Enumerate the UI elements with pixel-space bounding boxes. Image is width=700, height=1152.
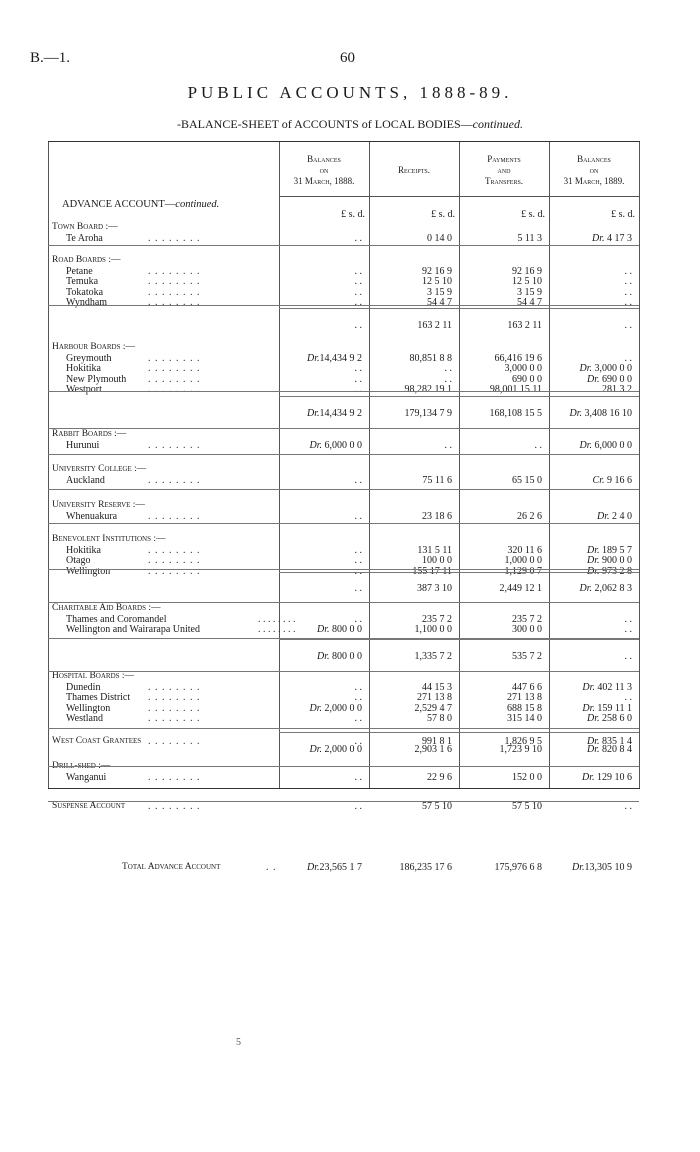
column-header-balances-1888 bbox=[279, 154, 369, 187]
group-title: Road Boards :— bbox=[52, 255, 121, 265]
value-payments: 447 6 6 bbox=[512, 681, 542, 693]
value-bal89: Dr. 690 0 0 bbox=[586, 373, 632, 385]
leader-dots: . . . . . . . . bbox=[148, 565, 201, 577]
group-title: Drill-shed :— bbox=[52, 761, 111, 771]
value-payments: 1,129 0 7 bbox=[504, 565, 542, 577]
value-bal88: . . bbox=[354, 232, 362, 244]
leader-dots: . . . . . . . . bbox=[148, 439, 201, 451]
value-bal89: Cr. 9 16 6 bbox=[592, 474, 632, 486]
debit-credit-prefix: Dr. bbox=[309, 439, 322, 451]
item-name: Tokatoka bbox=[66, 286, 104, 298]
value-payments: 690 0 0 bbox=[512, 373, 542, 385]
leader-dots: . . . . . . . . bbox=[148, 681, 201, 693]
value-bal88: . . bbox=[354, 384, 362, 395]
subtitle-italic: continued. bbox=[472, 117, 523, 131]
lsd-unit-col4: £ s. d. bbox=[611, 209, 635, 220]
value-bal89: . . bbox=[624, 692, 632, 703]
debit-credit-prefix: Dr. bbox=[306, 408, 320, 419]
debit-credit-prefix: Dr. bbox=[586, 544, 600, 556]
value-payments: 1,826 9 5 bbox=[504, 736, 542, 747]
page-subtitle bbox=[0, 117, 700, 132]
debit-credit-prefix: Dr. bbox=[306, 352, 320, 364]
group-title: Benevolent Institutions :— bbox=[52, 534, 166, 544]
value-payments: 688 15 8 bbox=[507, 702, 542, 714]
item-name: New Plymouth bbox=[66, 373, 127, 385]
table-border-right bbox=[639, 142, 640, 788]
value-receipts: 54 4 7 bbox=[427, 297, 452, 308]
debit-credit-prefix: Dr. bbox=[316, 624, 330, 635]
debit-credit-prefix: Dr. bbox=[586, 555, 600, 566]
group-total-receipts: 1,335 7 2 bbox=[414, 651, 452, 662]
debit-credit-prefix: Dr. bbox=[591, 232, 605, 244]
value-bal88: . . bbox=[354, 276, 362, 287]
value-receipts: 1,100 0 0 bbox=[414, 624, 452, 635]
debit-credit-prefix: Dr. bbox=[579, 439, 592, 451]
value-bal89: . . bbox=[624, 286, 632, 298]
group-total-bal88: . . bbox=[354, 320, 362, 331]
value-payments: 92 16 9 bbox=[512, 265, 542, 277]
leader-dots: . . . . . . . . bbox=[148, 736, 201, 747]
leader-dots: . . . . . . . . bbox=[148, 384, 201, 395]
item-name: Te Aroha bbox=[66, 232, 103, 244]
balance-sheet-table bbox=[48, 141, 640, 873]
value-receipts: 75 11 6 bbox=[422, 474, 452, 486]
subtotal-rule bbox=[279, 639, 639, 640]
group-total-receipts: 387 3 10 bbox=[417, 583, 452, 594]
subtotal-rule bbox=[279, 572, 639, 573]
value-receipts: 0 14 0 bbox=[427, 232, 452, 244]
col1-line1: Balances bbox=[307, 154, 341, 164]
group-title: West Coast Grantees bbox=[52, 736, 142, 746]
value-bal88: . . bbox=[354, 544, 362, 556]
leader-dots: . . . . . . . . bbox=[258, 624, 296, 635]
value-receipts: 57 5 10 bbox=[422, 801, 452, 812]
lsd-unit-col3: £ s. d. bbox=[521, 209, 545, 220]
row-separator bbox=[48, 489, 639, 490]
leader-dots: . . . . . . . . bbox=[148, 232, 201, 244]
debit-credit-prefix: Dr. bbox=[582, 681, 595, 693]
value-receipts: 23 18 6 bbox=[422, 510, 452, 522]
leader-dots: . . . . . . . . bbox=[148, 801, 201, 812]
group-title: University College :— bbox=[52, 464, 147, 474]
item-name: Wellington bbox=[66, 702, 111, 714]
value-bal89: Dr. 4 17 3 bbox=[591, 232, 632, 244]
value-bal89: Dr. 900 0 0 bbox=[586, 555, 632, 566]
value-bal89: . . bbox=[624, 276, 632, 287]
debit-credit-prefix: Dr. bbox=[582, 702, 595, 714]
value-payments: 300 0 0 bbox=[512, 624, 542, 635]
debit-credit-prefix: Dr. bbox=[586, 373, 600, 385]
section-label-italic: continued. bbox=[175, 199, 220, 210]
value-bal89: Dr. 159 11 1 bbox=[582, 702, 632, 714]
grand-total-receipts: 186,235 17 6 bbox=[399, 862, 452, 873]
item-name: Greymouth bbox=[66, 352, 112, 364]
value-receipts: 131 5 11 bbox=[417, 544, 452, 556]
value-payments: 1,000 0 0 bbox=[504, 555, 542, 566]
group-title: Harbour Boards :— bbox=[52, 342, 135, 352]
row-separator bbox=[48, 671, 639, 672]
value-bal88: . . bbox=[354, 681, 362, 693]
value-bal88: . . bbox=[354, 771, 362, 783]
group-total-bal88: Dr. 2,000 0 0 bbox=[309, 744, 362, 755]
col2-line1: Receipts. bbox=[398, 165, 430, 175]
leader-dots: . . . . . . . . bbox=[148, 713, 201, 724]
group-total-bal89: . . bbox=[624, 651, 632, 662]
value-receipts: 22 9 6 bbox=[427, 771, 452, 783]
value-payments: 26 2 6 bbox=[517, 510, 542, 522]
row-separator bbox=[48, 602, 639, 603]
debit-credit-prefix: Dr. bbox=[586, 713, 600, 724]
group-total-payments: 168,108 15 5 bbox=[489, 408, 542, 419]
column-header-payments bbox=[459, 154, 549, 187]
debit-credit-prefix: Cr. bbox=[592, 474, 605, 486]
leader-dots: . . . . . . . . bbox=[148, 286, 201, 298]
value-receipts: . . bbox=[444, 439, 452, 451]
value-bal89: Dr. 973 2 8 bbox=[586, 565, 632, 577]
leader-dots: . . . . . . . . bbox=[148, 297, 201, 308]
value-bal88: . . bbox=[354, 286, 362, 298]
value-payments: 235 7 2 bbox=[512, 613, 542, 625]
value-receipts: 2,529 4 7 bbox=[414, 702, 452, 714]
leader-dots: . . . . . . . . bbox=[148, 544, 201, 556]
leader-dots: . . . . . . . . bbox=[148, 702, 201, 714]
value-bal89: . . bbox=[624, 801, 632, 812]
leader-dots: . . . . . . . . bbox=[148, 373, 201, 385]
value-bal88: . . bbox=[354, 801, 362, 812]
value-bal88: . . bbox=[354, 692, 362, 703]
item-name: Westport bbox=[66, 384, 102, 395]
group-total-bal88: . . bbox=[354, 583, 362, 594]
debit-credit-prefix: Dr. bbox=[571, 862, 585, 873]
group-total-payments: 163 2 11 bbox=[507, 320, 542, 331]
grand-total-bal88: Dr.23,565 1 7 bbox=[306, 862, 362, 873]
col3-line2: and bbox=[497, 165, 511, 175]
column-header-receipts bbox=[369, 165, 459, 176]
table-border-left bbox=[48, 142, 49, 788]
value-bal89: . . bbox=[624, 624, 632, 635]
value-payments: 54 4 7 bbox=[517, 297, 542, 308]
debit-credit-prefix: Dr. bbox=[581, 771, 595, 783]
page-number: 60 bbox=[340, 50, 355, 66]
group-total-bal88: Dr. 800 0 0 bbox=[316, 651, 362, 662]
value-bal88: . . bbox=[354, 297, 362, 308]
value-receipts: 98,282 19 1 bbox=[404, 384, 452, 395]
value-bal89: Dr. 189 5 7 bbox=[586, 544, 632, 556]
group-total-payments: 1,723 9 10 bbox=[499, 744, 542, 755]
document-id: B.—1. bbox=[30, 50, 71, 66]
value-bal88: . . bbox=[354, 363, 362, 374]
leader-dots: . . . . . . . . bbox=[148, 265, 201, 277]
value-bal88: . . bbox=[354, 613, 362, 625]
value-payments: 3 15 9 bbox=[517, 286, 542, 298]
col4-line1: Balances bbox=[577, 154, 611, 164]
subtotal-rule bbox=[279, 396, 639, 397]
value-payments: 315 14 0 bbox=[507, 713, 542, 724]
value-receipts: 57 8 0 bbox=[427, 713, 452, 724]
value-bal89: Dr. 258 6 0 bbox=[586, 713, 632, 724]
value-bal88: . . bbox=[354, 555, 362, 566]
value-receipts: 12 5 10 bbox=[422, 276, 452, 287]
row-separator bbox=[48, 728, 639, 729]
value-receipts: 100 0 0 bbox=[422, 555, 452, 566]
value-bal88: . . bbox=[354, 713, 362, 724]
leader-dots: . . . . . . . . bbox=[148, 510, 201, 522]
leader-dots: . . . . . . . . bbox=[148, 555, 201, 566]
value-bal89: . . bbox=[624, 613, 632, 625]
group-title: Rabbit Boards :— bbox=[52, 429, 127, 439]
group-total-receipts: 163 2 11 bbox=[417, 320, 452, 331]
col4-line3: 31 March, 1889. bbox=[563, 176, 625, 186]
group-total-receipts: 179,134 7 9 bbox=[404, 408, 452, 419]
item-name: Wyndham bbox=[66, 297, 108, 308]
value-payments: 320 11 6 bbox=[507, 544, 542, 556]
value-bal89: Dr. 6,000 0 0 bbox=[579, 439, 632, 451]
group-total-bal89: . . bbox=[624, 320, 632, 331]
debit-credit-prefix: Dr. bbox=[316, 651, 330, 662]
value-bal88: Dr. 800 0 0 bbox=[316, 624, 362, 635]
row-separator bbox=[48, 801, 639, 802]
footer-mark: 5 bbox=[236, 1037, 241, 1048]
leader-dots: . . . . . . . . bbox=[148, 363, 201, 374]
value-bal88: Dr.14,434 9 2 bbox=[306, 352, 362, 364]
item-name: Westland bbox=[66, 713, 103, 724]
item-name: Wellington and Wairarapa United bbox=[66, 624, 200, 635]
value-payments: 66,416 19 6 bbox=[494, 352, 542, 364]
value-receipts: 44 15 3 bbox=[422, 681, 452, 693]
row-separator bbox=[48, 305, 639, 306]
leader-dots: . . . . . . . . bbox=[148, 352, 201, 364]
row-separator bbox=[48, 454, 639, 455]
item-name: Wellington bbox=[66, 565, 111, 577]
group-total-bal89: Dr. 3,408 16 10 bbox=[569, 408, 632, 419]
leader-dots: . . bbox=[266, 862, 277, 873]
value-bal88: Dr. 6,000 0 0 bbox=[309, 439, 362, 451]
debit-credit-prefix: Dr. bbox=[579, 363, 592, 374]
col3-line3: Transfers. bbox=[484, 176, 524, 186]
value-receipts: . . bbox=[444, 363, 452, 374]
value-payments: 5 11 3 bbox=[517, 232, 542, 244]
value-bal88: . . bbox=[354, 510, 362, 522]
value-payments: 57 5 10 bbox=[512, 801, 542, 812]
value-payments: 98,001 15 11 bbox=[489, 384, 542, 395]
item-name: Wanganui bbox=[66, 771, 107, 783]
debit-credit-prefix: Dr. bbox=[309, 744, 322, 755]
grand-total-payments: 175,976 6 8 bbox=[494, 862, 542, 873]
group-total-bal89: Dr. 820 8 4 bbox=[586, 744, 632, 755]
grand-total-bal89: Dr.13,305 10 9 bbox=[571, 862, 632, 873]
subtotal-rule bbox=[279, 732, 639, 733]
value-receipts: 3 15 9 bbox=[427, 286, 452, 298]
item-name: Petane bbox=[66, 265, 93, 277]
value-bal89: Dr. 2 4 0 bbox=[596, 510, 632, 522]
row-separator bbox=[48, 766, 639, 767]
lsd-unit-col1: £ s. d. bbox=[341, 209, 365, 220]
group-title: Hospital Boards :— bbox=[52, 671, 135, 681]
page-title: PUBLIC ACCOUNTS, 1888-89. bbox=[187, 83, 513, 102]
row-separator bbox=[48, 245, 639, 246]
item-name: Hokitika bbox=[66, 544, 101, 556]
item-name: Thames District bbox=[66, 692, 131, 703]
value-payments: 3,000 0 0 bbox=[504, 363, 542, 374]
item-name: Auckland bbox=[66, 474, 105, 486]
value-receipts: 92 16 9 bbox=[422, 265, 452, 277]
item-name: Dunedin bbox=[66, 681, 101, 693]
group-title: University Reserve :— bbox=[52, 500, 145, 510]
value-bal89: 281 3 2 bbox=[602, 384, 632, 395]
value-receipts: 271 13 8 bbox=[417, 692, 452, 703]
debit-credit-prefix: Dr. bbox=[579, 583, 592, 594]
group-total-bal89: Dr. 2,062 8 3 bbox=[579, 583, 632, 594]
section-label-main: ADVANCE ACCOUNT— bbox=[62, 199, 176, 210]
debit-credit-prefix: Dr. bbox=[596, 510, 610, 522]
value-bal89: . . bbox=[624, 297, 632, 308]
leader-dots: . . . . . . . . bbox=[148, 692, 201, 703]
value-bal89: . . bbox=[624, 352, 632, 364]
lsd-unit-col2: £ s. d. bbox=[431, 209, 455, 220]
section-label bbox=[62, 199, 219, 210]
column-header-balances-1889 bbox=[549, 154, 639, 187]
row-separator bbox=[48, 391, 639, 392]
value-bal88: . . bbox=[354, 736, 362, 747]
group-title: Suspense Account bbox=[52, 801, 126, 811]
value-bal89: . . bbox=[624, 265, 632, 277]
header-rule bbox=[279, 196, 639, 197]
debit-credit-prefix: Dr. bbox=[586, 744, 600, 755]
group-total-bal88: Dr.14,434 9 2 bbox=[306, 408, 362, 419]
leader-dots: . . . . . . . . bbox=[148, 771, 201, 783]
group-total-payments: 2,449 12 1 bbox=[499, 583, 542, 594]
item-name: Thames and Coromandel bbox=[66, 613, 167, 625]
group-total-payments: 535 7 2 bbox=[512, 651, 542, 662]
debit-credit-prefix: Dr. bbox=[586, 565, 600, 577]
value-payments: 271 13 8 bbox=[507, 692, 542, 703]
item-name: Otago bbox=[66, 555, 91, 566]
value-bal88: . . bbox=[354, 474, 362, 486]
row-separator bbox=[48, 428, 639, 429]
value-bal89: Dr. 402 11 3 bbox=[582, 681, 632, 693]
value-receipts: 991 8 1 bbox=[422, 736, 452, 747]
value-receipts: 155 17 11 bbox=[412, 565, 452, 577]
item-name: Temuka bbox=[66, 276, 99, 287]
debit-credit-prefix: Dr. bbox=[569, 408, 582, 419]
debit-credit-prefix: Dr. bbox=[306, 862, 320, 873]
group-total-receipts: 2,903 1 6 bbox=[414, 744, 452, 755]
row-separator bbox=[48, 569, 639, 570]
value-bal88: . . bbox=[354, 265, 362, 277]
col1-line3: 31 March, 1888. bbox=[293, 176, 355, 186]
group-title: Town Board :— bbox=[52, 222, 118, 232]
value-receipts: 235 7 2 bbox=[422, 613, 452, 625]
value-payments: . . bbox=[534, 439, 542, 451]
debit-credit-prefix: Dr. bbox=[586, 736, 600, 747]
item-name: Whenuakura bbox=[66, 510, 118, 522]
row-separator bbox=[48, 523, 639, 524]
value-receipts: . . bbox=[444, 373, 452, 385]
col4-line2: on bbox=[589, 165, 599, 175]
leader-dots: . . . . . . . . bbox=[148, 474, 201, 486]
grand-total-label: Total Advance Account bbox=[122, 862, 221, 872]
value-payments: 12 5 10 bbox=[512, 276, 542, 287]
col3-line1: Payments bbox=[487, 154, 521, 164]
value-bal88: . . bbox=[354, 565, 362, 577]
subtotal-rule bbox=[279, 308, 639, 309]
leader-dots: . . . . . . . . bbox=[258, 613, 296, 625]
value-bal89: Dr. 129 10 6 bbox=[581, 771, 632, 783]
value-payments: 152 0 0 bbox=[512, 771, 542, 783]
item-name: Hokitika bbox=[66, 363, 101, 374]
value-receipts: 80,851 8 8 bbox=[409, 352, 452, 364]
value-payments: 65 15 0 bbox=[512, 474, 542, 486]
value-bal89: Dr. 3,000 0 0 bbox=[579, 363, 632, 374]
item-name: Hurunui bbox=[66, 439, 100, 451]
group-title: Charitable Aid Boards :— bbox=[52, 603, 161, 613]
value-bal89: Dr. 835 1 4 bbox=[586, 736, 632, 747]
subtitle-main: -BALANCE-SHEET of ACCOUNTS of LOCAL BODIES— bbox=[177, 117, 473, 131]
value-bal88: . . bbox=[354, 373, 362, 385]
value-bal88: Dr. 2,000 0 0 bbox=[309, 702, 362, 714]
col1-line2: on bbox=[319, 165, 329, 175]
leader-dots: . . . . . . . . bbox=[148, 276, 201, 287]
debit-credit-prefix: Dr. bbox=[309, 702, 322, 714]
